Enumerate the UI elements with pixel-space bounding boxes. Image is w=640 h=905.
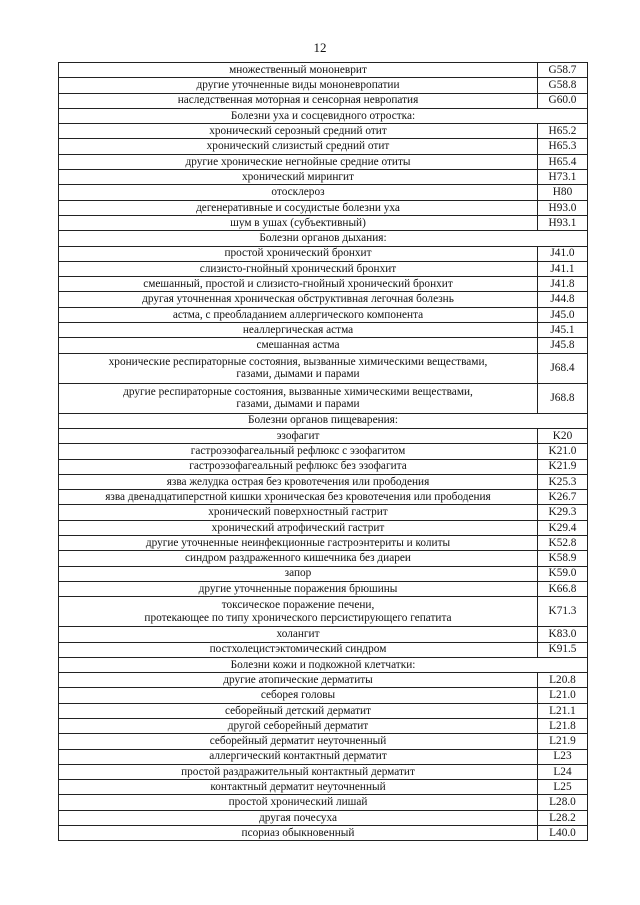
- disease-name: другие хронические негнойные средние отиты: [185, 155, 411, 168]
- icd-code: J45.0: [538, 307, 588, 322]
- table-row: [59, 810, 588, 825]
- table-row: [59, 200, 588, 215]
- table-row: [59, 505, 588, 520]
- disease-name-cell: [59, 764, 538, 779]
- icd-code: J68.8: [538, 383, 588, 413]
- table-row: [59, 292, 588, 307]
- disease-name-cell: [59, 810, 538, 825]
- disease-name: другая почесуха: [259, 811, 337, 824]
- disease-name-cell: [59, 292, 538, 307]
- table-row: [59, 139, 588, 154]
- disease-name: простой хронический бронхит: [224, 247, 372, 260]
- icd-code: G60.0: [538, 93, 588, 108]
- icd-code: K29.3: [538, 505, 588, 520]
- table-row: [59, 307, 588, 322]
- table-row: [59, 170, 588, 185]
- disease-name: постхолецистэктомический синдром: [209, 643, 387, 656]
- disease-name-cell: [59, 93, 538, 108]
- table-row: [59, 826, 588, 841]
- disease-name: хронические респираторные состояния, вызванные химическими веществами,: [108, 355, 488, 368]
- disease-name-cell: [59, 307, 538, 322]
- disease-name-cell: [59, 688, 538, 703]
- disease-name: хронический серозный средний отит: [209, 125, 387, 138]
- disease-name: хронический слизистый средний отит: [206, 140, 390, 153]
- icd-code: L21.8: [538, 718, 588, 733]
- icd-code: H93.0: [538, 200, 588, 215]
- section-header-row: [59, 413, 588, 428]
- icd-code: K59.0: [538, 566, 588, 581]
- disease-name-cell: [59, 795, 538, 810]
- disease-name-cell: [59, 474, 538, 489]
- disease-name-cell: [59, 642, 538, 657]
- disease-name: слизисто-гнойный хронический бронхит: [199, 262, 397, 275]
- disease-name-cell: [59, 734, 538, 749]
- icd-code: K20: [538, 428, 588, 443]
- disease-name: наследственная моторная и сенсорная невропатия: [177, 94, 419, 107]
- table-body: [59, 63, 588, 841]
- table-row: [59, 566, 588, 581]
- disease-name: язва желудка острая без кровотечения или прободения: [166, 475, 430, 488]
- table-row: [59, 428, 588, 443]
- icd-code: H80: [538, 185, 588, 200]
- table-row: [59, 185, 588, 200]
- table-row: [59, 215, 588, 230]
- disease-name: смешанная астма: [256, 339, 340, 352]
- table-row: [59, 383, 588, 413]
- disease-name-cell: [59, 597, 538, 627]
- icd-code: J45.8: [538, 338, 588, 353]
- table-row: [59, 353, 588, 383]
- table-row: [59, 734, 588, 749]
- table-row: [59, 688, 588, 703]
- table-row: [59, 718, 588, 733]
- disease-name-cell: [59, 63, 538, 78]
- icd-code: H93.1: [538, 215, 588, 230]
- disease-name-cell: [59, 627, 538, 642]
- disease-name-cell: [59, 185, 538, 200]
- disease-name: холангит: [276, 628, 320, 641]
- page-number: 12: [313, 40, 327, 55]
- icd-code: J41.1: [538, 261, 588, 276]
- disease-name: гастроэзофагеальный рефлюкс с эзофагитом: [190, 445, 406, 458]
- disease-name: хронический мирингит: [242, 170, 354, 183]
- icd-code: K21.0: [538, 444, 588, 459]
- table-row: [59, 703, 588, 718]
- table-row: [59, 261, 588, 276]
- icd-code: L23: [538, 749, 588, 764]
- table-row: [59, 764, 588, 779]
- disease-name-cell: [59, 581, 538, 596]
- disease-name: запор: [284, 567, 312, 580]
- disease-name: простой хронический лишай: [228, 796, 368, 809]
- section-header-row: [59, 108, 588, 123]
- disease-name-cell: [59, 673, 538, 688]
- table-row: [59, 474, 588, 489]
- table-row: [59, 93, 588, 108]
- table-row: [59, 277, 588, 292]
- table-row: [59, 323, 588, 338]
- disease-name-cell: [59, 78, 538, 93]
- section-header-row: [59, 231, 588, 246]
- disease-name: другие уточненные неинфекционные гастроэнтериты и колиты: [145, 536, 451, 549]
- table-row: [59, 795, 588, 810]
- icd-code: K26.7: [538, 490, 588, 505]
- disease-name-cell: [59, 749, 538, 764]
- disease-name: смешанный, простой и слизисто-гнойный хронический бронхит: [143, 278, 453, 290]
- disease-name-cell: [59, 490, 538, 505]
- disease-codes-table: [58, 62, 588, 841]
- table-row: [59, 154, 588, 169]
- disease-name: аллергический контактный дерматит: [209, 750, 387, 763]
- icd-code: J45.1: [538, 323, 588, 338]
- icd-code: H73.1: [538, 170, 588, 185]
- icd-code: K66.8: [538, 581, 588, 596]
- disease-name: себорейный дерматит неуточненный: [209, 735, 387, 748]
- section-header: Болезни органов пищеварения:: [59, 413, 588, 428]
- disease-name-cell: [59, 551, 538, 566]
- icd-code: L25: [538, 780, 588, 795]
- table-row: [59, 124, 588, 139]
- disease-name: шум в ушах (субъективный): [230, 216, 366, 229]
- disease-name: язва двенадцатиперстной кишки хроническая без кровотечения или прободения: [105, 490, 491, 503]
- disease-name: простой раздражительный контактный дерматит: [181, 765, 415, 778]
- icd-code: K52.8: [538, 536, 588, 551]
- disease-name: токсическое поражение печени,: [221, 599, 375, 612]
- disease-name-cell: [59, 444, 538, 459]
- disease-name-cell: [59, 428, 538, 443]
- icd-code: K91.5: [538, 642, 588, 657]
- icd-code: L24: [538, 764, 588, 779]
- table-row: [59, 338, 588, 353]
- icd-code: K71.3: [538, 597, 588, 627]
- icd-code: K25.3: [538, 474, 588, 489]
- icd-code: K21.9: [538, 459, 588, 474]
- disease-name-cell: [59, 170, 538, 185]
- icd-code: H65.4: [538, 154, 588, 169]
- disease-name-cell: [59, 139, 538, 154]
- table-row: [59, 749, 588, 764]
- disease-name-continuation: газами, дымами и парами: [236, 398, 360, 411]
- disease-name-cell: [59, 383, 538, 413]
- icd-code: H65.3: [538, 139, 588, 154]
- table-row: [59, 490, 588, 505]
- icd-code: J41.8: [538, 277, 588, 292]
- disease-name: другой себорейный дерматит: [227, 719, 369, 732]
- table-row: [59, 642, 588, 657]
- table-row: [59, 246, 588, 261]
- disease-name-cell: [59, 566, 538, 581]
- disease-name: другие уточненные виды мононевропатии: [196, 79, 400, 92]
- icd-code: K29.4: [538, 520, 588, 535]
- disease-name: другие уточненные поражения брюшины: [198, 582, 398, 595]
- table-row: [59, 551, 588, 566]
- icd-code: J41.0: [538, 246, 588, 261]
- disease-name-cell: [59, 261, 538, 276]
- disease-name: синдром раздраженного кишечника без диареи: [185, 552, 411, 565]
- section-header: Болезни уха и сосцевидного отростка:: [59, 108, 588, 123]
- disease-name: эзофагит: [276, 429, 320, 442]
- section-header-row: [59, 657, 588, 672]
- disease-name: дегенеративные и сосудистые болезни уха: [196, 201, 400, 214]
- disease-name-cell: [59, 154, 538, 169]
- disease-name: хронический поверхностный гастрит: [208, 506, 388, 519]
- icd-code: J68.4: [538, 353, 588, 383]
- disease-name-cell: [59, 246, 538, 261]
- disease-name: себорейный детский дерматит: [225, 704, 371, 717]
- disease-name: другая уточненная хроническая обструктивная легочная болезнь: [142, 293, 454, 306]
- disease-name-cell: [59, 277, 538, 292]
- disease-name: астма, с преобладанием аллергического компонента: [172, 308, 424, 321]
- disease-name: контактный дерматит неуточненный: [210, 781, 386, 794]
- icd-code: G58.8: [538, 78, 588, 93]
- disease-name: себорея головы: [260, 689, 336, 702]
- disease-name-cell: [59, 520, 538, 535]
- table-row: [59, 459, 588, 474]
- icd-code: L20.8: [538, 673, 588, 688]
- table-row: [59, 673, 588, 688]
- icd-code: L40.0: [538, 826, 588, 841]
- icd-code: L21.9: [538, 734, 588, 749]
- disease-name: другие атопические дерматиты: [223, 673, 373, 686]
- disease-name-cell: [59, 826, 538, 841]
- icd-code: H65.2: [538, 124, 588, 139]
- disease-name-cell: [59, 353, 538, 383]
- icd-code: L28.2: [538, 810, 588, 825]
- table-row: [59, 536, 588, 551]
- icd-code: J44.8: [538, 292, 588, 307]
- disease-name: отосклероз: [271, 186, 325, 199]
- disease-name-cell: [59, 780, 538, 795]
- section-header: Болезни кожи и подкожной клетчатки:: [59, 657, 588, 672]
- table-row: [59, 581, 588, 596]
- disease-name-cell: [59, 459, 538, 474]
- disease-name-continuation: протекающее по типу хронического персистирующего гепатита: [144, 611, 452, 624]
- icd-code: L21.1: [538, 703, 588, 718]
- icd-code: L21.0: [538, 688, 588, 703]
- table-row: [59, 627, 588, 642]
- disease-name-cell: [59, 505, 538, 520]
- table-row: [59, 63, 588, 78]
- table-row: [59, 780, 588, 795]
- table-row: [59, 520, 588, 535]
- disease-name: множественный мононеврит: [229, 63, 367, 76]
- disease-name-cell: [59, 536, 538, 551]
- section-header: Болезни органов дыхания:: [59, 231, 588, 246]
- icd-code: L28.0: [538, 795, 588, 810]
- disease-name: псориаз обыкновенный: [241, 826, 355, 839]
- disease-name-cell: [59, 200, 538, 215]
- icd-code: K58.9: [538, 551, 588, 566]
- disease-name-cell: [59, 338, 538, 353]
- icd-code: K83.0: [538, 627, 588, 642]
- disease-name-continuation: газами, дымами и парами: [236, 368, 360, 381]
- icd-code: G58.7: [538, 63, 588, 78]
- disease-name: неаллергическая астма: [242, 323, 354, 336]
- disease-name-cell: [59, 215, 538, 230]
- disease-name-cell: [59, 703, 538, 718]
- disease-name-cell: [59, 718, 538, 733]
- table-row: [59, 78, 588, 93]
- disease-name: гастроэзофагеальный рефлюкс без эзофагита: [189, 460, 407, 473]
- disease-name-cell: [59, 124, 538, 139]
- disease-name: хронический атрофический гастрит: [211, 521, 385, 534]
- disease-name: другие респираторные состояния, вызванные химическими веществами,: [123, 385, 473, 398]
- table-row: [59, 444, 588, 459]
- table-row: [59, 597, 588, 627]
- disease-name-cell: [59, 323, 538, 338]
